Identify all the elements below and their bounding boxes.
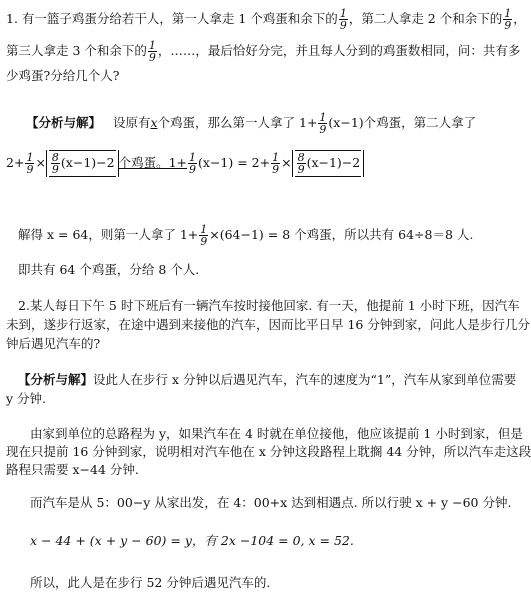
- text: y 分钟.: [6, 391, 47, 406]
- analysis-1-line-4: [18, 262, 199, 278]
- fraction: $\frac{1}{9}$: [319, 111, 327, 136]
- text: 个鸡蛋，第二人拿了: [363, 115, 477, 130]
- text: 而汽车是从 5：00−y 从家出发，在 4：00+x 达到相遇点. 所以行驶 x + y −60 分钟.: [30, 495, 512, 510]
- fraction: $\frac{1}{9}$: [26, 151, 34, 176]
- problem-2-line-1: [18, 298, 520, 314]
- bracket: [46, 150, 119, 177]
- equation: [30, 533, 354, 549]
- analysis-2-conclusion: [30, 575, 270, 591]
- analysis-2-line-4: [6, 444, 531, 460]
- text: 少鸡蛋?分给几个人?: [6, 68, 120, 83]
- analysis-label: 【分析与解】: [18, 372, 94, 387]
- fraction: $\frac{1}{9}$: [272, 151, 280, 176]
- fraction: $\frac{8}{9}$: [51, 151, 59, 176]
- text: 未到，遂步行返家，在途中遇到来接他的汽车，因而比平日早 16 分钟到家，问此人是步行几分: [6, 317, 530, 332]
- text: 个鸡蛋，那么第一人拿了 1+: [157, 115, 318, 130]
- text: 设此人在步行 x 分钟以后遇见汽车，汽车的速度为“1”，汽车从家到单位需要: [93, 372, 517, 387]
- analysis-1-line-3: [18, 224, 473, 247]
- fraction: $\frac{8}{9}$: [297, 151, 305, 176]
- analysis-label: 【分析与解】: [26, 115, 102, 130]
- text: (x−1) = 2+: [198, 155, 271, 170]
- text: ×(64−1) = 8 个鸡蛋，所以共有 64÷8＝8 人.: [209, 227, 474, 242]
- text: 即共有 64 个鸡蛋，分给 8 个人.: [18, 262, 200, 277]
- analysis-2-line-6: [30, 495, 511, 511]
- problem-2-line-2: [6, 317, 530, 333]
- analysis-2-line-5: [6, 462, 139, 478]
- text: ，……，最后恰好分完，并且每人分到的鸡蛋数相同，问：共有多: [157, 43, 521, 58]
- analysis-1-line-1: [26, 112, 476, 135]
- analysis-2-line-1: [18, 372, 516, 388]
- fraction: $\frac{1}{9}$: [189, 151, 197, 176]
- variable: x: [150, 115, 158, 130]
- problem-1-line-2: [6, 40, 520, 63]
- text: 解得 x = 64，则第一人拿了 1+: [18, 227, 199, 242]
- fraction: $\frac{1}{9}$: [339, 7, 347, 32]
- text: 现在只提前 16 分钟到家，说明相对汽车他在 x 分钟这段路程上耽搁 44 分钟，所以汽车走这段: [6, 444, 531, 459]
- text: 2+: [6, 155, 25, 170]
- fraction: $\frac{1}{9}$: [200, 223, 208, 248]
- text: 2.某人每日下午 5 时下班后有一辆汽车按时接他回家. 有一天，他提前 1 小时下班，因汽车: [18, 298, 520, 313]
- text: ，: [513, 11, 526, 26]
- fraction: $\frac{1}{9}$: [504, 7, 512, 32]
- text: 个鸡蛋。1+: [118, 155, 188, 170]
- analysis-2-line-2: [6, 391, 46, 407]
- bracket: [292, 150, 365, 177]
- fraction: $\frac{1}{9}$: [148, 39, 156, 64]
- analysis-1-line-2: [6, 150, 364, 177]
- text: ×: [35, 155, 46, 170]
- text: 第三人拿走 3 个和余下的: [6, 43, 147, 58]
- text: ×: [281, 155, 292, 170]
- text: 1. 有一篮子鸡蛋分给若干人，第一人拿走 1 个鸡蛋和余下的: [6, 11, 338, 26]
- analysis-2-line-3: [30, 426, 523, 442]
- text: (x−1): [328, 115, 364, 130]
- text: 路程只需要 x−44 分钟.: [6, 462, 139, 477]
- problem-1-line-3: [6, 68, 119, 84]
- text: 设原有: [112, 115, 151, 130]
- problem-2-line-3: [6, 336, 100, 352]
- text: (x−1)−2: [306, 155, 361, 170]
- text: 所以，此人是在步行 52 分钟后遇见汽车的.: [30, 575, 271, 590]
- text: 由家到单位的总路程为 y，如果汽车在 4 时就在单位接他，他应该提前 1 小时到家，但是: [30, 426, 523, 441]
- text: x − 44 + (x + y − 60) = y，有 2x −104 = 0, x = 52.: [30, 533, 354, 548]
- problem-1-line-1: [6, 8, 526, 31]
- text: (x−1)−2: [60, 155, 115, 170]
- text: 钟后遇见汽车的?: [6, 336, 101, 351]
- text: ，第二人拿走 2 个和余下的: [348, 11, 503, 26]
